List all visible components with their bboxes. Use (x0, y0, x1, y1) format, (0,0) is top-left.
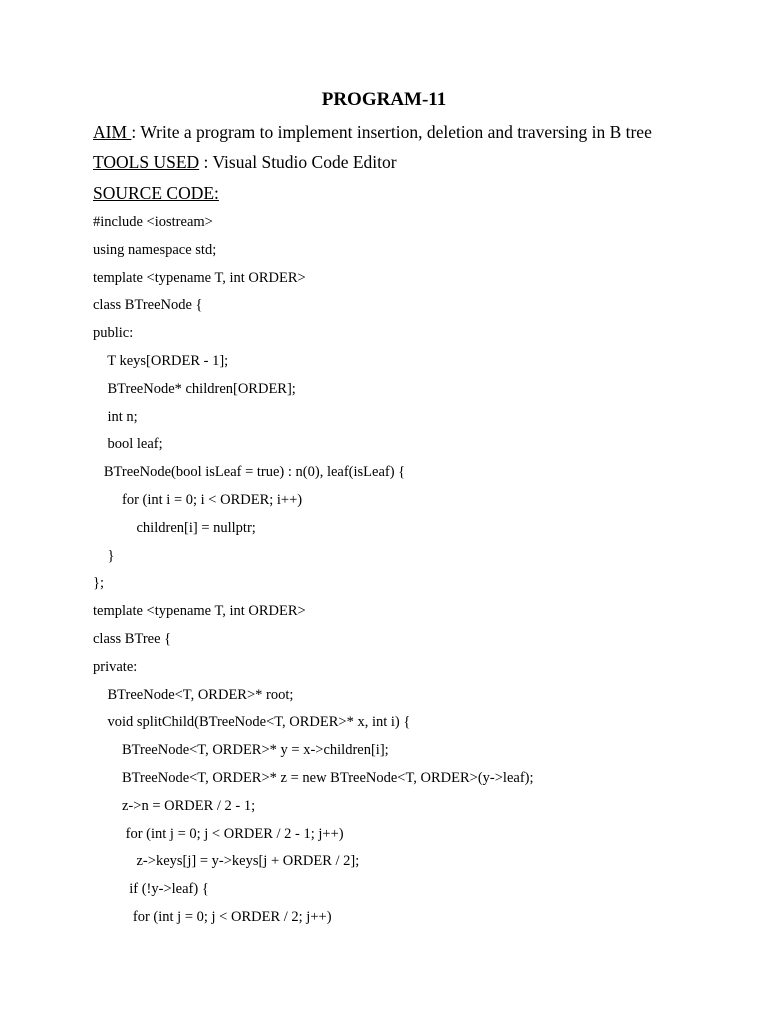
code-line: }; (93, 575, 104, 592)
code-line: class BTree { (93, 630, 172, 647)
code-line: bool leaf; (93, 436, 163, 453)
code-line: children[i] = nullptr; (93, 519, 256, 536)
code-line: class BTreeNode { (93, 297, 203, 314)
code-line: if (!y->leaf) { (93, 881, 209, 898)
code-line: T keys[ORDER - 1]; (93, 352, 229, 369)
code-line: void splitChild(BTreeNode<T, ORDER>* x, int i) { (93, 714, 411, 731)
code-line: z->keys[j] = y->keys[j + ORDER / 2]; (93, 853, 360, 870)
code-line: int n; (93, 408, 138, 425)
code-line: for (int j = 0; j < ORDER / 2 - 1; j++) (93, 825, 344, 842)
aim-text: : Write a program to implement insertion, deletion and traversing in B tree (131, 122, 652, 142)
code-line: BTreeNode(bool isLeaf = true) : n(0), leaf(isLeaf) { (93, 464, 406, 481)
code-line: public: (93, 325, 134, 342)
code-line: } (93, 547, 115, 564)
code-line: BTreeNode<T, ORDER>* root; (93, 686, 294, 703)
code-line: template <typename T, int ORDER> (93, 269, 306, 286)
code-line: for (int i = 0; i < ORDER; i++) (93, 491, 303, 508)
tools-text: : Visual Studio Code Editor (199, 152, 397, 172)
code-line: using namespace std; (93, 241, 217, 258)
source-code-heading (93, 182, 219, 204)
code-line: for (int j = 0; j < ORDER / 2; j++) (93, 908, 332, 925)
code-line: z->n = ORDER / 2 - 1; (93, 797, 256, 814)
code-line: BTreeNode<T, ORDER>* z = new BTreeNode<T, ORDER>(y->leaf); (93, 769, 534, 786)
page-title: PROGRAM-11 (321, 89, 447, 110)
tools-line (93, 151, 397, 173)
source-code-label: SOURCE CODE: (93, 183, 219, 203)
source-code-block (93, 211, 753, 934)
tools-label: TOOLS USED (93, 152, 200, 172)
code-line: #include <iostream> (93, 214, 213, 230)
code-line: private: (93, 658, 138, 675)
aim-label: AIM (93, 122, 132, 142)
code-line: template <typename T, int ORDER> (93, 603, 306, 620)
aim-line (93, 121, 652, 143)
code-line: BTreeNode* children[ORDER]; (93, 380, 296, 397)
code-line: BTreeNode<T, ORDER>* y = x->children[i]; (93, 742, 389, 759)
